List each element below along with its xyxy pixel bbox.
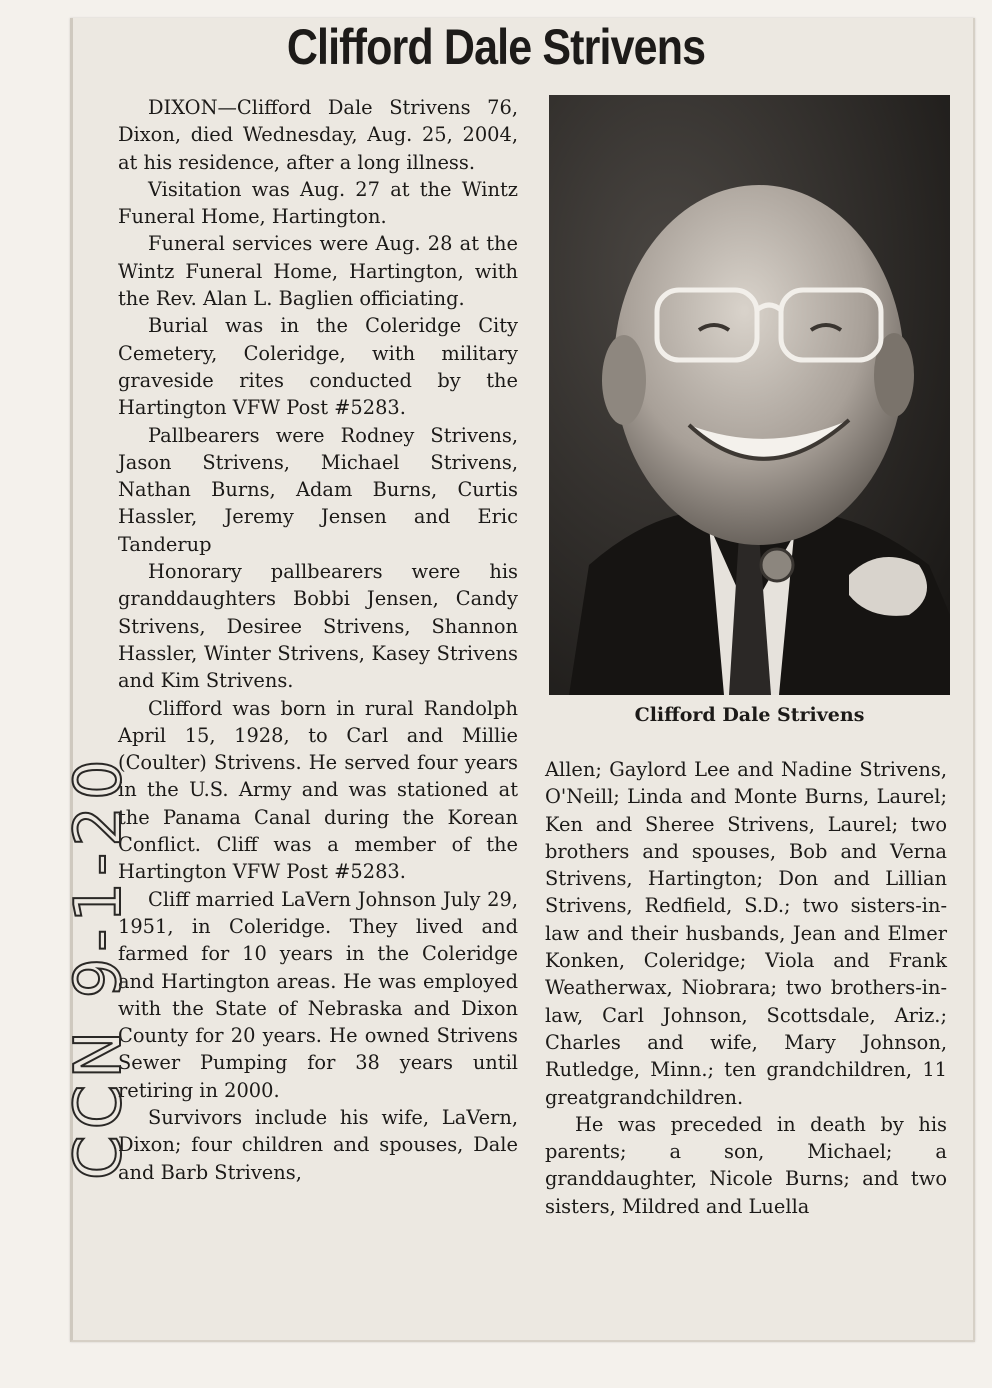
handwritten-date-note <box>60 760 140 1180</box>
portrait-illustration <box>549 95 950 695</box>
paragraph: Pallbearers were Rodney Strivens, Jason Strivens, Michael Strivens, Nathan Burns, Adam Burns, Curtis Hassler, Jeremy Jensen and Eric Tanderup <box>118 423 518 556</box>
paragraph: Visitation was Aug. 27 at the Wintz Funeral Home, Hartington. <box>118 177 518 229</box>
paragraph: Funeral services were Aug. 28 at the Wintz Funeral Home, Hartington, with the Rev. Alan L. Baglien officiating. <box>118 232 518 311</box>
paragraph: DIXON—Clifford Dale Strivens 76, Dixon, died Wednesday, Aug. 25, 2004, at his residence, after a long illness. <box>118 96 518 174</box>
text-column-1 <box>118 94 518 1186</box>
paragraph: Burial was in the Coleridge City Cemetery, Coleridge, with military graveside rites conducted by the Hartington VFW Post #5283. <box>118 314 518 420</box>
portrait-photo <box>549 95 950 695</box>
paragraph: He was preceded in death by his parents; a son, Michael; a granddaughter, Nicole Burns; and two sisters, Mildred and Luella <box>545 1112 947 1218</box>
paragraph: Survivors include his wife, LaVern, Dixon; four children and spouses, Dale and Barb Strivens, <box>118 1105 518 1184</box>
photo-caption: Clifford Dale Strivens <box>634 704 865 726</box>
paragraph: Clifford was born in rural Randolph April 15, 1928, to Carl and Millie (Coulter) Strivens. He served four years in the U.S. Army and was stationed at the Panama Canal during the Korean Conflict. Cliff was a member of the Hartington VFW Post #5283. <box>118 696 518 884</box>
handwritten-note-text: CCN 9-1-2004 <box>62 760 136 1180</box>
obituary-headline: Clifford Dale Strivens <box>286 19 706 75</box>
text-column-2 <box>545 756 947 1220</box>
paragraph: Honorary pallbearers were his granddaughters Bobbi Jensen, Candy Strivens, Desiree Strivens, Shannon Hassler, Winter Strivens, Kasey Strivens and Kim Strivens. <box>118 560 518 693</box>
paragraph: Cliff married LaVern Johnson July 29, 1951, in Coleridge. They lived and farmed for 10 years in the Coleridge and Hartington areas. He was employed with the State of Nebraska and Dixon County for 20 years. He owned Strivens Sewer Pumping for 38 years until retiring in 2000. <box>118 887 518 1102</box>
paragraph: Allen; Gaylord Lee and Nadine Strivens, O'Neill; Linda and Monte Burns, Laurel; Ken and Sheree Strivens, Laurel; two brothers and spouses, Bob and Verna Strivens, Hartington; Don and Lillian Strivens, Redfield, S.D.; two sisters-in-law and their husbands, Jean and Elmer Konken, Coleridge; Viola and Frank Weatherwax, Niobrara; two brothers-in-law, Carl Johnson, Scottsdale, Ariz.; Charles and wife, Mary Johnson, Rutledge, Minn.; ten grandchildren, 11 greatgrandchildren. <box>545 758 947 1109</box>
